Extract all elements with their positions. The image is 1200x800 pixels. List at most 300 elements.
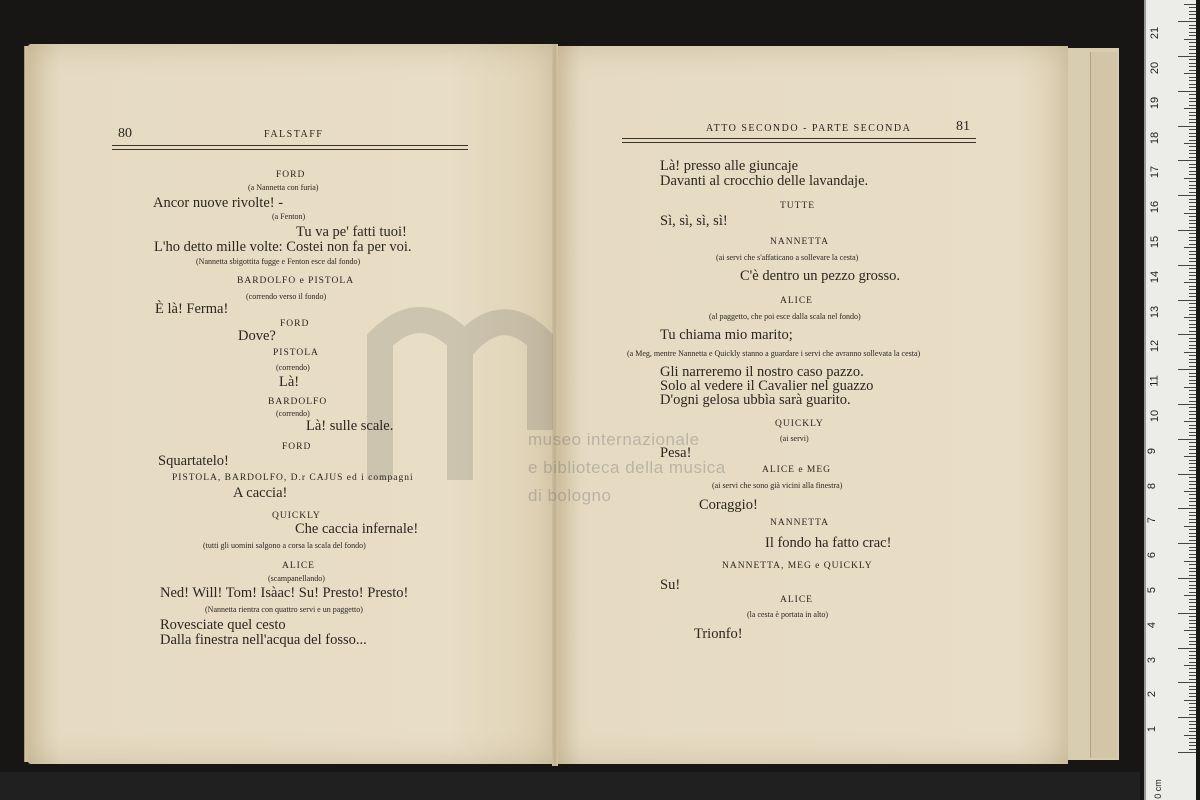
verse-line: A caccia!: [233, 485, 288, 501]
ruler-tick: [1178, 369, 1196, 370]
ruler-tick: [1189, 672, 1196, 673]
verse-line: Squartatelo!: [158, 453, 229, 469]
ruler-tick: [1189, 547, 1196, 548]
ruler-tick: [1189, 150, 1196, 151]
ruler-tick: [1189, 616, 1196, 617]
right-page-number: 81: [956, 119, 970, 134]
ruler-tick: [1189, 209, 1196, 210]
watermark-line2: e biblioteca della musica: [528, 458, 726, 477]
ruler-tick: [1189, 481, 1196, 482]
ruler-tick: [1189, 7, 1196, 8]
ruler-tick: [1189, 307, 1196, 308]
ruler-tick: [1184, 352, 1196, 353]
ruler-tick: [1189, 140, 1196, 141]
ruler-tick: [1189, 411, 1196, 412]
ruler-tick: [1184, 39, 1196, 40]
speaker-name: NANNETTA: [770, 518, 829, 528]
ruler-tick: [1189, 724, 1196, 725]
ruler-tick: [1189, 359, 1196, 360]
ruler-tick: [1178, 648, 1196, 649]
ruler-tick: [1189, 571, 1196, 572]
ruler-tick: [1189, 533, 1196, 534]
speaker-name: FORD: [282, 442, 312, 452]
stage-direction: (a Fenton): [272, 212, 306, 221]
ruler-tick: [1189, 202, 1196, 203]
ruler-tick: [1189, 14, 1196, 15]
ruler-tick: [1189, 153, 1196, 154]
stage-direction: (correndo verso il fondo): [246, 292, 327, 301]
ruler-tick: [1189, 80, 1196, 81]
ruler-tick: [1189, 623, 1196, 624]
ruler-tick: [1189, 275, 1196, 276]
ruler-tick: [1189, 721, 1196, 722]
ruler-tick: [1189, 181, 1196, 182]
ruler-tick: [1189, 488, 1196, 489]
ruler-tick: [1189, 373, 1196, 374]
ruler-tick: [1189, 693, 1196, 694]
ruler-tick: [1189, 199, 1196, 200]
ruler-tick: [1189, 738, 1196, 739]
ruler-tick: [1189, 355, 1196, 356]
ruler-tick: [1189, 338, 1196, 339]
ruler-tick: [1189, 401, 1196, 402]
speaker-name: TUTTE: [780, 201, 816, 211]
ruler-tick: [1189, 223, 1196, 224]
ruler-tick: [1189, 251, 1196, 252]
ruler-number: 3: [1146, 656, 1159, 663]
ruler-number: 7: [1146, 517, 1159, 524]
ruler-tick: [1189, 686, 1196, 687]
right-header-rule: [622, 138, 976, 139]
ruler-tick: [1189, 115, 1196, 116]
speaker-name: ALICE e MEG: [762, 465, 832, 475]
ruler-tick: [1189, 28, 1196, 29]
ruler-number: 9: [1146, 447, 1159, 454]
ruler-tick: [1189, 484, 1196, 485]
ruler-tick: [1189, 66, 1196, 67]
ruler-tick: [1189, 112, 1196, 113]
ruler-tick: [1189, 710, 1196, 711]
ruler-tick: [1184, 735, 1196, 736]
left-page-number: 80: [118, 126, 132, 141]
ruler-number: 11: [1148, 375, 1161, 387]
verse-line: D'ogni gelosa ubbìa sarà guarito.: [660, 392, 851, 408]
speaker-name: FORD: [276, 170, 306, 180]
ruler-tick: [1189, 435, 1196, 436]
stage-direction: (a Nannetta con furia): [248, 183, 319, 192]
verse-line: Dove?: [238, 328, 276, 344]
stage-direction: (ai servi che s'affaticano a sollevare la cesta): [716, 253, 859, 262]
stage-direction: (a Meg, mentre Nannetta e Quickly stanno a guardare i servi che avranno sollevata la cesta): [627, 349, 921, 358]
ruler-number: 2: [1146, 691, 1159, 698]
ruler-tick: [1189, 188, 1196, 189]
ruler-tick: [1189, 522, 1196, 523]
ruler-tick: [1189, 634, 1196, 635]
ruler-tick: [1189, 174, 1196, 175]
ruler-tick: [1189, 206, 1196, 207]
ruler-tick: [1189, 136, 1196, 137]
ruler-tick: [1189, 296, 1196, 297]
stage-direction: (ai servi): [780, 434, 809, 443]
ruler-tick: [1189, 192, 1196, 193]
verse-line: Rovesciate quel cesto: [160, 617, 286, 633]
ruler-tick: [1178, 195, 1196, 196]
ruler-tick: [1189, 675, 1196, 676]
ruler-tick: [1189, 742, 1196, 743]
ruler-tick: [1189, 216, 1196, 217]
ruler-tick: [1184, 317, 1196, 318]
ruler-tick: [1189, 498, 1196, 499]
ruler-tick: [1189, 286, 1196, 287]
watermark-line3: di bologno: [528, 486, 612, 505]
ruler-tick: [1184, 526, 1196, 527]
ruler-number: 4: [1146, 621, 1159, 628]
verse-line: L'ho detto mille volte: Costei non fa per voi.: [154, 239, 412, 255]
ruler-tick: [1189, 432, 1196, 433]
ruler-tick: [1178, 404, 1196, 405]
ruler-tick: [1189, 658, 1196, 659]
ruler-tick: [1189, 564, 1196, 565]
ruler-tick: [1189, 453, 1196, 454]
ruler-number: 8: [1146, 482, 1159, 489]
ruler-tick: [1189, 599, 1196, 600]
verse-line: Pesa!: [660, 445, 692, 461]
ruler-tick: [1189, 449, 1196, 450]
ruler-tick: [1189, 568, 1196, 569]
stage-direction: (tutti gli uomini salgono a corsa la scala del fondo): [203, 541, 366, 550]
ruler-tick: [1189, 575, 1196, 576]
ruler-tick: [1189, 63, 1196, 64]
ruler-tick: [1184, 421, 1196, 422]
ruler-tick: [1189, 519, 1196, 520]
ruler-tick: [1178, 752, 1196, 753]
ruler-tick: [1189, 119, 1196, 120]
ruler-tick: [1189, 505, 1196, 506]
measuring-ruler: [1144, 0, 1196, 800]
ruler-tick: [1178, 508, 1196, 509]
stage-direction: (correndo): [276, 363, 310, 372]
ruler-tick: [1189, 703, 1196, 704]
ruler-tick: [1189, 536, 1196, 537]
speaker-name: QUICKLY: [775, 419, 824, 429]
ruler-tick: [1189, 714, 1196, 715]
ruler-tick: [1189, 310, 1196, 311]
ruler-tick: [1189, 331, 1196, 332]
ruler-tick: [1189, 84, 1196, 85]
ruler-tick: [1189, 53, 1196, 54]
ruler-tick: [1184, 4, 1196, 5]
ruler-tick: [1178, 230, 1196, 231]
ruler-tick: [1189, 268, 1196, 269]
ruler-tick: [1189, 341, 1196, 342]
ruler-tick: [1184, 178, 1196, 179]
right-page-edges-inner: [1090, 52, 1117, 758]
ruler-tick: [1189, 644, 1196, 645]
speaker-name: QUICKLY: [272, 511, 321, 521]
ruler-number: 17: [1149, 166, 1162, 179]
ruler-tick: [1189, 494, 1196, 495]
ruler-tick: [1189, 707, 1196, 708]
ruler-tick: [1189, 303, 1196, 304]
ruler-tick: [1184, 595, 1196, 596]
verse-line: Dalla finestra nell'acqua del fosso...: [160, 632, 367, 648]
verse-line: Che caccia infernale!: [295, 521, 419, 537]
ruler-number: 20: [1149, 61, 1162, 75]
right-header-rule-2: [622, 142, 976, 143]
ruler-tick: [1189, 293, 1196, 294]
ruler-tick: [1184, 700, 1196, 701]
verse-line: Tu chiama mio marito;: [660, 327, 793, 343]
ruler-number: 12: [1149, 340, 1162, 353]
ruler-tick: [1189, 146, 1196, 147]
ruler-tick: [1189, 129, 1196, 130]
ruler-tick: [1189, 592, 1196, 593]
stage-direction: (Nannetta rientra con quattro servi e un paggetto): [205, 605, 363, 614]
ruler-tick: [1178, 91, 1196, 92]
ruler-tick: [1184, 213, 1196, 214]
ruler-number: 1: [1146, 726, 1159, 733]
ruler-tick: [1189, 362, 1196, 363]
verse-line: Trionfo!: [694, 626, 743, 642]
ruler-tick: [1189, 620, 1196, 621]
ruler-tick: [1184, 247, 1196, 248]
ruler-tick: [1184, 387, 1196, 388]
verse-line: Là!: [279, 374, 300, 390]
ruler-tick: [1189, 261, 1196, 262]
verse-line: C'è dentro un pezzo grosso.: [740, 268, 901, 284]
ruler-tick: [1178, 682, 1196, 683]
ruler-tick: [1184, 491, 1196, 492]
left-header-rule-2: [112, 149, 468, 150]
ruler-tick: [1189, 258, 1196, 259]
verse-line: Là! sulle scale.: [306, 418, 394, 434]
ruler-tick: [1189, 655, 1196, 656]
scan-bottom-strip: [0, 772, 1140, 800]
ruler-tick: [1189, 101, 1196, 102]
ruler-unit: 0 cm: [1152, 779, 1163, 799]
verse-line: Su!: [660, 577, 681, 593]
ruler-tick: [1189, 157, 1196, 158]
ruler-tick: [1189, 749, 1196, 750]
ruler-tick: [1189, 581, 1196, 582]
speaker-name: FORD: [280, 319, 310, 329]
ruler-tick: [1189, 133, 1196, 134]
stage-direction: (correndo): [276, 409, 310, 418]
stage-direction: (al paggetto, che poi esce dalla scala nel fondo): [709, 312, 861, 321]
speaker-name: ALICE: [780, 595, 813, 605]
speaker-name: BARDOLFO: [268, 397, 328, 407]
ruler-tick: [1189, 105, 1196, 106]
ruler-number: 15: [1149, 235, 1162, 249]
ruler-tick: [1189, 407, 1196, 408]
ruler-tick: [1189, 460, 1196, 461]
ruler-tick: [1184, 630, 1196, 631]
verse-line: Tu va pe' fatti tuoi!: [296, 224, 407, 240]
ruler-tick: [1189, 167, 1196, 168]
ruler-tick: [1189, 345, 1196, 346]
ruler-tick: [1178, 126, 1196, 127]
ruler-tick: [1189, 550, 1196, 551]
ruler-number: 18: [1149, 131, 1162, 144]
ruler-tick: [1189, 606, 1196, 607]
ruler-tick: [1189, 220, 1196, 221]
ruler-tick: [1189, 540, 1196, 541]
ruler-tick: [1184, 282, 1196, 283]
ruler-tick: [1189, 397, 1196, 398]
ruler-tick: [1189, 233, 1196, 234]
ruler-tick: [1189, 314, 1196, 315]
ruler-tick: [1189, 49, 1196, 50]
ruler-tick: [1178, 56, 1196, 57]
right-running-head: ATTO SECONDO - PARTE SECONDA: [706, 123, 912, 134]
verse-line: Coraggio!: [699, 497, 758, 513]
ruler-tick: [1178, 474, 1196, 475]
ruler-tick: [1189, 122, 1196, 123]
ruler-tick: [1189, 98, 1196, 99]
ruler-tick: [1189, 446, 1196, 447]
speaker-name: BARDOLFO e PISTOLA: [237, 276, 355, 286]
ruler-tick: [1189, 320, 1196, 321]
ruler-tick: [1189, 731, 1196, 732]
ruler-tick: [1189, 171, 1196, 172]
ruler-tick: [1189, 279, 1196, 280]
speaker-name: ALICE: [780, 296, 813, 306]
ruler-tick: [1189, 745, 1196, 746]
ruler-tick: [1178, 439, 1196, 440]
ruler-tick: [1189, 414, 1196, 415]
ruler-tick: [1189, 324, 1196, 325]
ruler-tick: [1189, 254, 1196, 255]
ruler-tick: [1189, 394, 1196, 395]
stage-direction: (Nannetta sbigottita fugge e Fenton esce dal fondo): [196, 257, 361, 266]
ruler-tick: [1178, 160, 1196, 161]
ruler-tick: [1189, 588, 1196, 589]
ruler-tick: [1189, 227, 1196, 228]
ruler-tick: [1189, 609, 1196, 610]
ruler-tick: [1178, 613, 1196, 614]
ruler-tick: [1189, 380, 1196, 381]
ruler-tick: [1189, 383, 1196, 384]
ruler-tick: [1189, 46, 1196, 47]
ruler-tick: [1189, 70, 1196, 71]
ruler-tick: [1189, 418, 1196, 419]
ruler-tick: [1189, 425, 1196, 426]
ruler-tick: [1189, 289, 1196, 290]
stage-direction: (la cesta è portata in alto): [747, 610, 829, 619]
ruler-tick: [1184, 108, 1196, 109]
ruler-tick: [1189, 366, 1196, 367]
verse-line: È là! Ferma!: [155, 301, 229, 317]
ruler-tick: [1189, 244, 1196, 245]
verse-line: Ned! Will! Tom! Isàac! Su! Presto! Presto!: [160, 585, 409, 601]
ruler-tick: [1189, 94, 1196, 95]
ruler-tick: [1189, 557, 1196, 558]
ruler-tick: [1189, 651, 1196, 652]
ruler-tick: [1189, 602, 1196, 603]
ruler-tick: [1178, 717, 1196, 718]
stage-direction: (ai servi che sono già vicini alla finestra): [712, 481, 843, 490]
ruler-tick: [1189, 42, 1196, 43]
ruler-tick: [1189, 59, 1196, 60]
ruler-tick: [1178, 543, 1196, 544]
ruler-tick: [1189, 585, 1196, 586]
left-running-head: FALSTAFF: [264, 129, 324, 140]
ruler-tick: [1189, 164, 1196, 165]
ruler-tick: [1189, 77, 1196, 78]
speaker-name: PISTOLA, BARDOLFO, D.r CAJUS ed i compagni: [172, 473, 414, 483]
ruler-number: 6: [1146, 552, 1159, 559]
verse-line: Davanti al crocchio delle lavandaje.: [660, 173, 869, 189]
ruler-tick: [1178, 265, 1196, 266]
ruler-tick: [1189, 637, 1196, 638]
verse-line: Solo al vedere il Cavalier nel guazzo: [660, 378, 874, 394]
ruler-tick: [1189, 470, 1196, 471]
verse-line: Sì, sì, sì, sì!: [660, 213, 728, 229]
ruler-tick: [1184, 665, 1196, 666]
ruler-tick: [1184, 561, 1196, 562]
ruler-tick: [1178, 578, 1196, 579]
ruler-tick: [1189, 641, 1196, 642]
ruler-tick: [1189, 32, 1196, 33]
ruler-tick: [1189, 689, 1196, 690]
ruler-tick: [1189, 679, 1196, 680]
verse-line: Là! presso alle giuncaje: [660, 158, 799, 174]
ruler-tick: [1178, 21, 1196, 22]
speaker-name: ALICE: [282, 561, 315, 571]
ruler-number: 10: [1149, 409, 1162, 423]
ruler-tick: [1189, 477, 1196, 478]
ruler-number: 21: [1149, 27, 1162, 40]
stage-direction: (scampanellando): [268, 574, 325, 583]
ruler-number: 13: [1149, 305, 1162, 318]
ruler-tick: [1178, 300, 1196, 301]
ruler-number: 14: [1149, 270, 1162, 283]
ruler-tick: [1189, 272, 1196, 273]
ruler-tick: [1189, 662, 1196, 663]
left-header-rule: [112, 145, 468, 146]
ruler-tick: [1189, 237, 1196, 238]
ruler-tick: [1189, 348, 1196, 349]
ruler-tick: [1189, 512, 1196, 513]
ruler-tick: [1189, 696, 1196, 697]
ruler-tick: [1189, 327, 1196, 328]
ruler-tick: [1189, 11, 1196, 12]
ruler-tick: [1178, 334, 1196, 335]
ruler-tick: [1189, 501, 1196, 502]
ruler-tick: [1189, 627, 1196, 628]
ruler-tick: [1189, 35, 1196, 36]
ruler-tick: [1184, 456, 1196, 457]
ruler-number: 5: [1146, 586, 1159, 594]
ruler-tick: [1189, 554, 1196, 555]
ruler-tick: [1189, 529, 1196, 530]
ruler-tick: [1189, 442, 1196, 443]
ruler-tick: [1189, 463, 1196, 464]
ruler-tick: [1184, 143, 1196, 144]
ruler-tick: [1189, 728, 1196, 729]
ruler-tick: [1189, 25, 1196, 26]
ruler-tick: [1189, 668, 1196, 669]
ruler-number: 16: [1149, 201, 1162, 214]
verse-line: Gli narreremo il nostro caso pazzo.: [660, 364, 864, 380]
verse-line: Il fondo ha fatto crac!: [765, 535, 892, 551]
ruler-tick: [1189, 515, 1196, 516]
ruler-tick: [1184, 73, 1196, 74]
ruler-tick: [1189, 467, 1196, 468]
ruler-tick: [1189, 428, 1196, 429]
verse-line: Ancor nuove rivolte! -: [153, 195, 284, 211]
ruler-tick: [1189, 376, 1196, 377]
